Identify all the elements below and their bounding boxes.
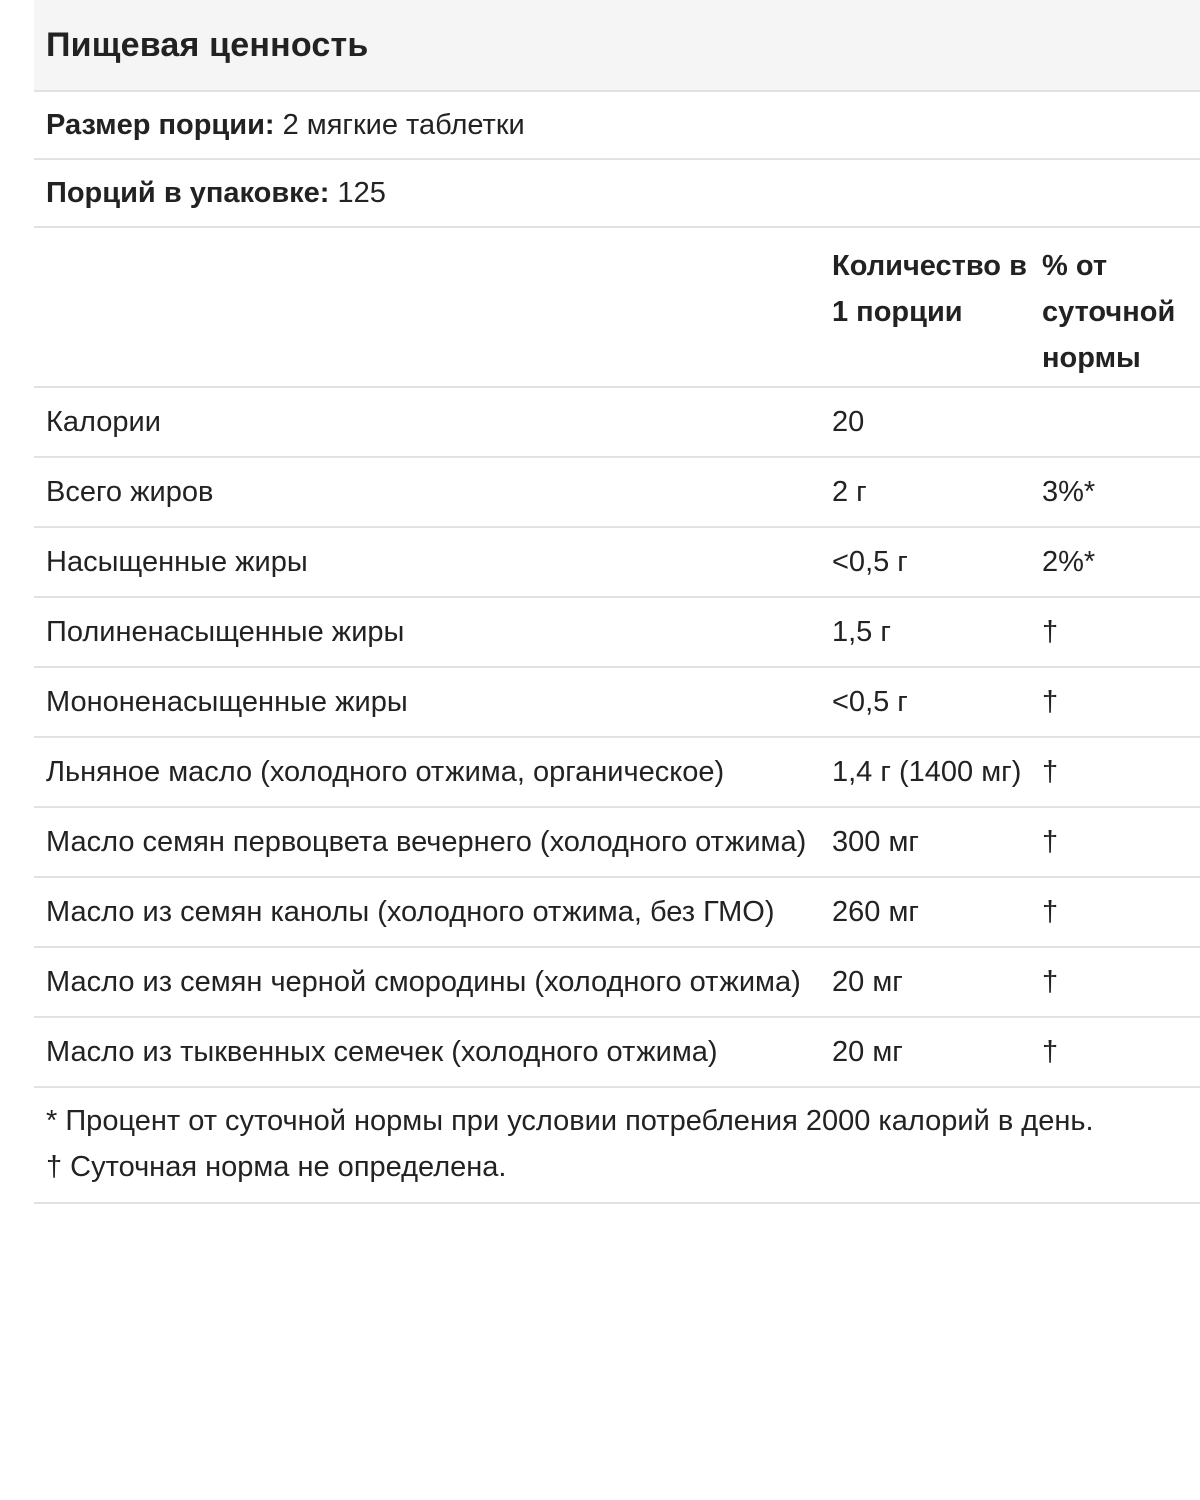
servings-value: 125 [337,176,386,209]
table-row [34,458,1200,528]
nutrient-name: Масло из семян канолы (холодного отжима, без ГМО) [46,896,775,928]
nutrition-facts-panel [34,0,1200,1204]
serving-size-row [34,92,1200,160]
nutrient-amount: <0,5 г [832,686,908,718]
table-row [34,808,1200,878]
servings-per-container-row [34,160,1200,228]
nutrient-name: Масло из тыквенных семечек (холодного отжима) [46,1036,718,1068]
table-row [34,738,1200,808]
nutrient-amount: 20 [832,406,865,438]
nutrient-daily-value: † [1042,1036,1059,1068]
nutrient-daily-value: 2%* [1042,546,1096,578]
table-header-row [34,228,1200,388]
footnotes [34,1088,1200,1204]
nutrient-name: Масло из семян черной смородины (холодного отжима) [46,966,801,998]
nutrient-daily-value: † [1042,616,1059,648]
table-row [34,388,1200,458]
table-row [34,1018,1200,1088]
nutrient-amount: 1,5 г [832,616,891,648]
servings-label: Порций в упаковке: [46,176,330,209]
nutrient-name: Масло семян первоцвета вечернего (холодного отжима) [46,826,807,858]
nutrient-amount: 20 мг [832,1036,903,1068]
serving-size-value: 2 мягкие таблетки [282,108,525,141]
nutrient-name: Льняное масло (холодного отжима, органическое) [46,756,725,788]
daily-value-footnote: * Процент от суточной нормы при условии потребления 2000 калорий в день. [46,1105,1094,1137]
table-row [34,878,1200,948]
nutrient-amount: <0,5 г [832,546,908,578]
table-row [34,528,1200,598]
nutrient-daily-value [1030,399,1200,445]
nutrient-name: Насыщенные жиры [46,546,308,578]
nutrient-name: Всего жиров [46,476,214,508]
table-row [34,948,1200,1018]
header-daily-value-cell: % от суточной нормы [1042,250,1176,374]
nutrient-name: Мононенасыщенные жиры [46,686,408,718]
panel-title: Пищевая ценность [46,25,369,64]
nutrient-name: Полиненасыщенные жиры [46,616,405,648]
serving-size-label: Размер порции: [46,108,275,141]
table-row [34,598,1200,668]
nutrient-name: Калории [46,406,161,438]
nutrient-daily-value: † [1042,826,1059,858]
nutrient-amount: 300 мг [832,826,919,858]
nutrient-daily-value: † [1042,686,1059,718]
header-name-cell [34,243,820,386]
nutrient-daily-value: † [1042,756,1059,788]
table-row [34,668,1200,738]
nutrient-amount: 1,4 г (1400 мг) [832,756,1022,788]
nutrient-amount: 20 мг [832,966,903,998]
nutrient-daily-value: † [1042,896,1059,928]
nutrient-daily-value: 3%* [1042,476,1096,508]
nutrient-daily-value: † [1042,966,1059,998]
not-established-footnote: † Суточная норма не определена. [46,1151,507,1183]
nutrient-amount: 2 г [832,476,867,508]
header-amount-cell: Количество в 1 порции [832,250,1027,328]
panel-header [34,0,1200,92]
nutrient-amount: 260 мг [832,896,919,928]
